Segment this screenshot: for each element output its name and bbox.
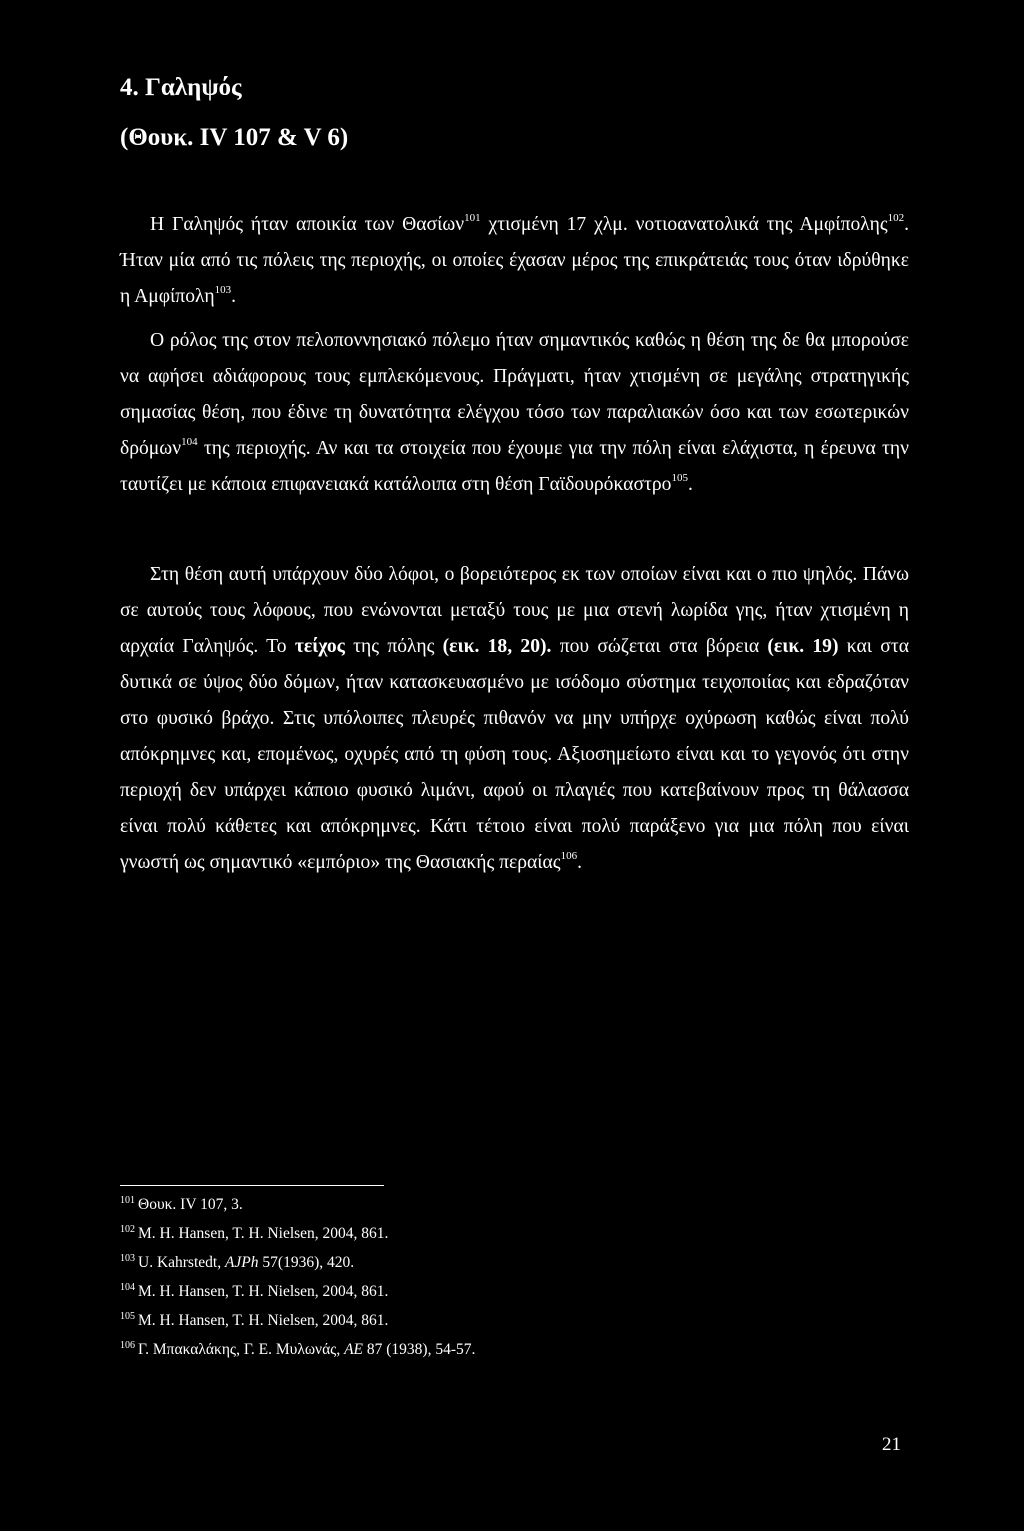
footnote-101 (120, 1190, 475, 1219)
footnote-number: 104 (120, 1282, 135, 1293)
paragraph-text: Η Γαληψός ήταν αποικία των Θασίων (150, 214, 465, 235)
bold-term-wall: τείχος (294, 636, 345, 657)
paragraph-text: . (231, 286, 236, 307)
paragraph-text: . Ήταν μία από τις πόλεις της περιοχής, οι οποίες έχασαν μέρος της επικράτειάς τους όταν ιδρύθηκε η Αμφίπολη (120, 214, 909, 307)
footnote-number: 106 (120, 1340, 135, 1351)
paragraph-2 (120, 323, 909, 503)
paragraph-1 (120, 207, 909, 315)
footnote-ref-103[interactable]: 103 (214, 284, 232, 296)
footnote-104 (120, 1277, 475, 1306)
paragraph-3 (120, 557, 909, 881)
footnote-ref-106[interactable]: 106 (560, 850, 578, 862)
footnote-103 (120, 1248, 475, 1277)
footnote-separator (120, 1185, 384, 1186)
footnote-ref-104[interactable]: 104 (181, 436, 198, 448)
footnote-number: 101 (120, 1195, 135, 1206)
paragraph-text: . (577, 852, 582, 873)
footnote-text: Θουκ. IV 107, 3. (138, 1196, 243, 1213)
footnote-106 (120, 1335, 475, 1364)
footnote-102 (120, 1219, 475, 1248)
footnote-ref-105[interactable]: 105 (671, 472, 688, 484)
footnote-text: M. H. Hansen, T. H. Nielsen, 2004, 861. (138, 1283, 389, 1300)
paragraph-text: . (687, 474, 693, 495)
footnote-text: 57(1936), 420. (258, 1254, 355, 1271)
paragraph-text: που σώζεται στα βόρεια (551, 636, 768, 657)
figure-reference[interactable]: (εικ. 18, 20). (442, 636, 552, 657)
paragraph-text: Ο ρόλος της στον πελοποννησιακό πόλεμο ήταν σημαντικός καθώς η θέση της δε θα μπορούσε να αφήσει αδιάφορους τους εμπλεκόμενους. Πράγματι, ήταν χτισμένη σε μεγάλης στρατηγικής σημασίας θέση, που έδινε τη δυνατότητα ελέγχου τόσο των παραλιακών όσο και των εσωτερικών δρόμων (120, 330, 909, 459)
section-source-reference: (Θουκ. IV 107 & V 6) (120, 124, 349, 151)
paragraph-text: της πόλης (344, 636, 443, 657)
paragraph-text: και στα δυτικά σε ύψος δύο δόμων, ήταν κατασκευασμένο με ισόδομο σύστημα τειχοποιίας και εδραζόταν στο φυσικό βράχο. Στις υπόλοιπες πλευρές πιθανόν να μην υπήρχε οχύρωση καθώς είναι πολύ απόκρημνες και, επομένως, οχυρές από τη φύση τους. Αξιοσημείωτο είναι και το γεγονός ότι στην περιοχή δεν υπάρχει κάποιο φυσικό λιμάνι, αφού οι πλαγιές που κατεβαίνουν προς τη θάλασσα είναι πολύ κάθετες και απόκρημνες. Κάτι τέτοιο είναι πολύ παράξενο για μια πόλη που είναι γνωστή ως σημαντικό «εμπόριο» της Θασιακής περαίας (120, 636, 909, 873)
journal-title: ΑΕ (344, 1341, 364, 1358)
footnote-text: M. H. Hansen, T. H. Nielsen, 2004, 861. (138, 1225, 389, 1242)
page-number: 21 (882, 1434, 901, 1455)
section-title: 4. Γαληψός (120, 74, 242, 101)
footnote-text: M. H. Hansen, T. H. Nielsen, 2004, 861. (138, 1312, 389, 1329)
footnotes-list (120, 1190, 475, 1364)
footnote-ref-102[interactable]: 102 (887, 212, 905, 224)
footnote-number: 102 (120, 1224, 135, 1235)
paragraph-text: χτισμένη 17 χλμ. νοτιοανατολικά της Αμφίπολης (480, 214, 888, 235)
footnote-number: 103 (120, 1253, 135, 1264)
footnote-text: Γ. Μπακαλάκης, Γ. Ε. Μυλωνάς, (138, 1341, 345, 1358)
paragraph-text: Στη θέση αυτή υπάρχουν δύο λόφοι, ο βορειότερος εκ των οποίων είναι και ο πιο ψηλός. Πάνω σε αυτούς τους λόφους, που ενώνονται μεταξύ τους με μια στενή λωρίδα γης, ήταν χτισμένη η αρχαία Γαληψός. Το (120, 564, 909, 657)
figure-reference[interactable]: (εικ. 19) (767, 636, 839, 657)
paragraph-text: της περιοχής. Αν και τα στοιχεία που έχουμε για την πόλη είναι ελάχιστα, η έρευνα την ταυτίζει με κάποια επιφανειακά κατάλοιπα στη θέση Γαϊδουρόκαστρο (120, 438, 909, 495)
journal-title: AJPh (224, 1254, 259, 1271)
footnote-105 (120, 1306, 475, 1335)
footnote-text: 87 (1938), 54-57. (363, 1341, 476, 1358)
footnote-ref-101[interactable]: 101 (464, 212, 481, 224)
footnote-number: 105 (120, 1311, 135, 1322)
footnote-text: U. Kahrstedt, (138, 1254, 225, 1271)
